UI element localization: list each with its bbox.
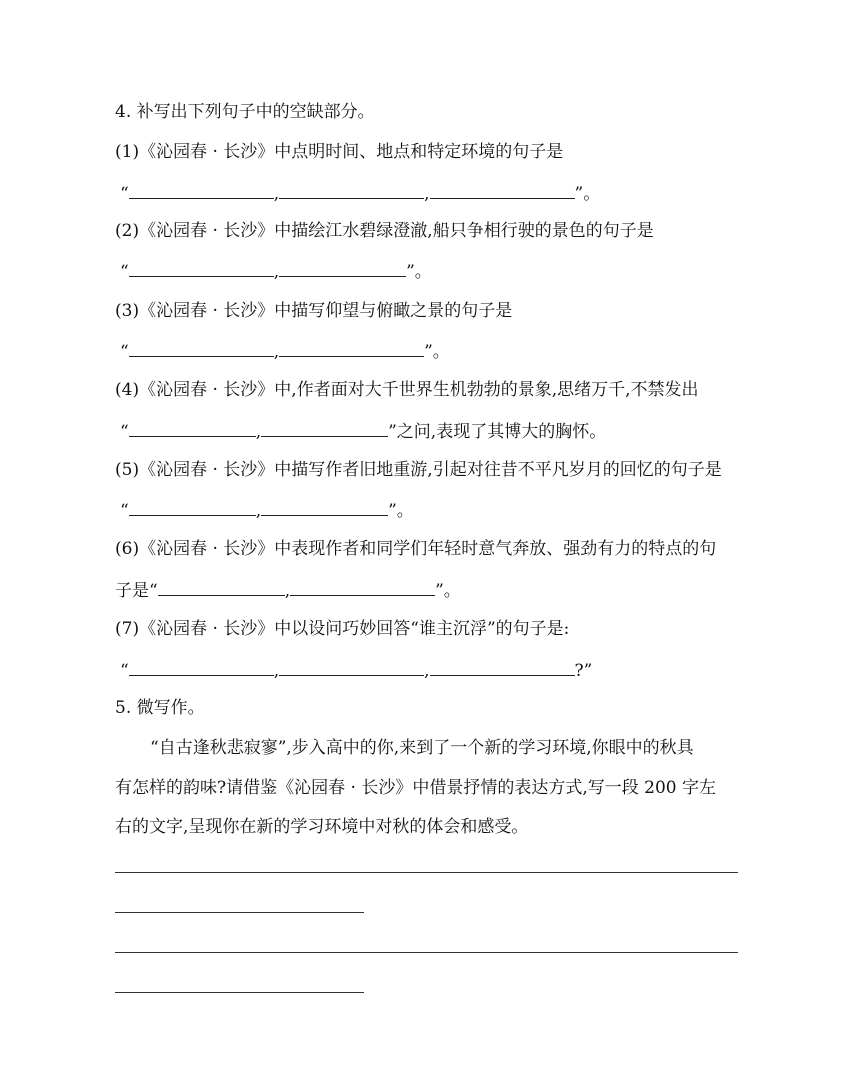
question-5-paragraph-line-3: 右的文字,呈现你在新的学习环境中对秋的体会和感受。 [115, 817, 529, 837]
item-3-prompt: (3)《沁园春 · 长沙》中描写仰望与俯瞰之景的句子是 [115, 301, 513, 321]
close-quote: ”。 [388, 501, 414, 521]
comma: , [273, 342, 280, 362]
question-5-paragraph-line-1: “自古逢秋悲寂寥”,步入高中的你,来到了一个新的学习环境,你眼中的秋具 [150, 738, 694, 758]
item-5-answer-line [120, 497, 414, 521]
comma: , [255, 501, 262, 521]
question-4-title: 4. 补写出下列句子中的空缺部分。 [115, 102, 375, 122]
close-quote: ”。 [424, 342, 450, 362]
writing-line-3[interactable] [115, 952, 738, 953]
item-6-prefix: 子是“ [115, 581, 158, 601]
item-6-answer-line [115, 577, 461, 601]
item-6-prompt: (6)《沁园春 · 长沙》中表现作者和同学们年轻时意气奔放、强劲有力的特点的句 [115, 539, 717, 559]
open-quote: “ [120, 262, 129, 282]
comma: , [273, 661, 280, 681]
item-4-blank-2[interactable] [261, 418, 388, 437]
writing-line-1[interactable] [115, 872, 738, 873]
writing-line-2[interactable] [115, 912, 364, 913]
item-7-prompt: (7)《沁园春 · 长沙》中以设问巧妙回答“谁主沉浮”的句子是: [115, 619, 570, 639]
item-1-blank-1[interactable] [129, 180, 274, 199]
comma: , [255, 422, 262, 442]
comma: , [273, 184, 280, 204]
item-7-blank-3[interactable] [430, 657, 575, 676]
item-2-answer-line [120, 258, 432, 282]
item-6-blank-1[interactable] [158, 577, 285, 596]
item-2-prompt: (2)《沁园春 · 长沙》中描绘江水碧绿澄澈,船只争相行驶的景色的句子是 [115, 221, 654, 241]
comma: , [273, 262, 280, 282]
item-3-answer-line [120, 338, 450, 362]
item-1-answer-line [120, 180, 600, 204]
item-7-blank-2[interactable] [279, 657, 424, 676]
item-5-blank-1[interactable] [129, 497, 256, 516]
item-7-answer-line [120, 657, 592, 681]
comma: , [424, 661, 430, 681]
comma: , [424, 184, 430, 204]
item-7-blank-1[interactable] [129, 657, 274, 676]
close-quote: ”之问,表现了其博大的胸怀。 [388, 422, 607, 442]
open-quote: “ [120, 422, 129, 442]
open-quote: “ [120, 342, 129, 362]
question-5-title: 5. 微写作。 [115, 698, 205, 718]
item-5-prompt: (5)《沁园春 · 长沙》中描写作者旧地重游,引起对往昔不平凡岁月的回忆的句子是 [115, 460, 722, 480]
item-4-blank-1[interactable] [129, 418, 256, 437]
question-5-paragraph-line-2: 有怎样的韵味?请借鉴《沁园春 · 长沙》中借景抒情的表达方式,写一段 200 字左 [115, 778, 716, 798]
close-quote: ”。 [406, 262, 432, 282]
item-4-answer-line [120, 418, 606, 442]
close-quote: ”。 [574, 184, 601, 204]
item-4-prompt: (4)《沁园春 · 长沙》中,作者面对大千世界生机勃勃的景象,思绪万千,不禁发出 [115, 380, 699, 400]
close-quote: ”。 [435, 581, 461, 601]
writing-line-4[interactable] [115, 992, 364, 993]
open-quote: “ [120, 661, 129, 681]
close-quote: ?” [574, 661, 593, 681]
item-1-prompt: (1)《沁园春 · 长沙》中点明时间、地点和特定环境的句子是 [115, 142, 564, 162]
item-2-blank-2[interactable] [279, 258, 406, 277]
item-1-blank-3[interactable] [430, 180, 575, 199]
item-6-blank-2[interactable] [290, 577, 435, 596]
item-2-blank-1[interactable] [129, 258, 274, 277]
open-quote: “ [120, 501, 129, 521]
comma: , [284, 581, 291, 601]
item-5-blank-2[interactable] [261, 497, 388, 516]
item-1-blank-2[interactable] [279, 180, 424, 199]
item-3-blank-2[interactable] [279, 338, 424, 357]
item-3-blank-1[interactable] [129, 338, 274, 357]
open-quote: “ [120, 184, 129, 204]
